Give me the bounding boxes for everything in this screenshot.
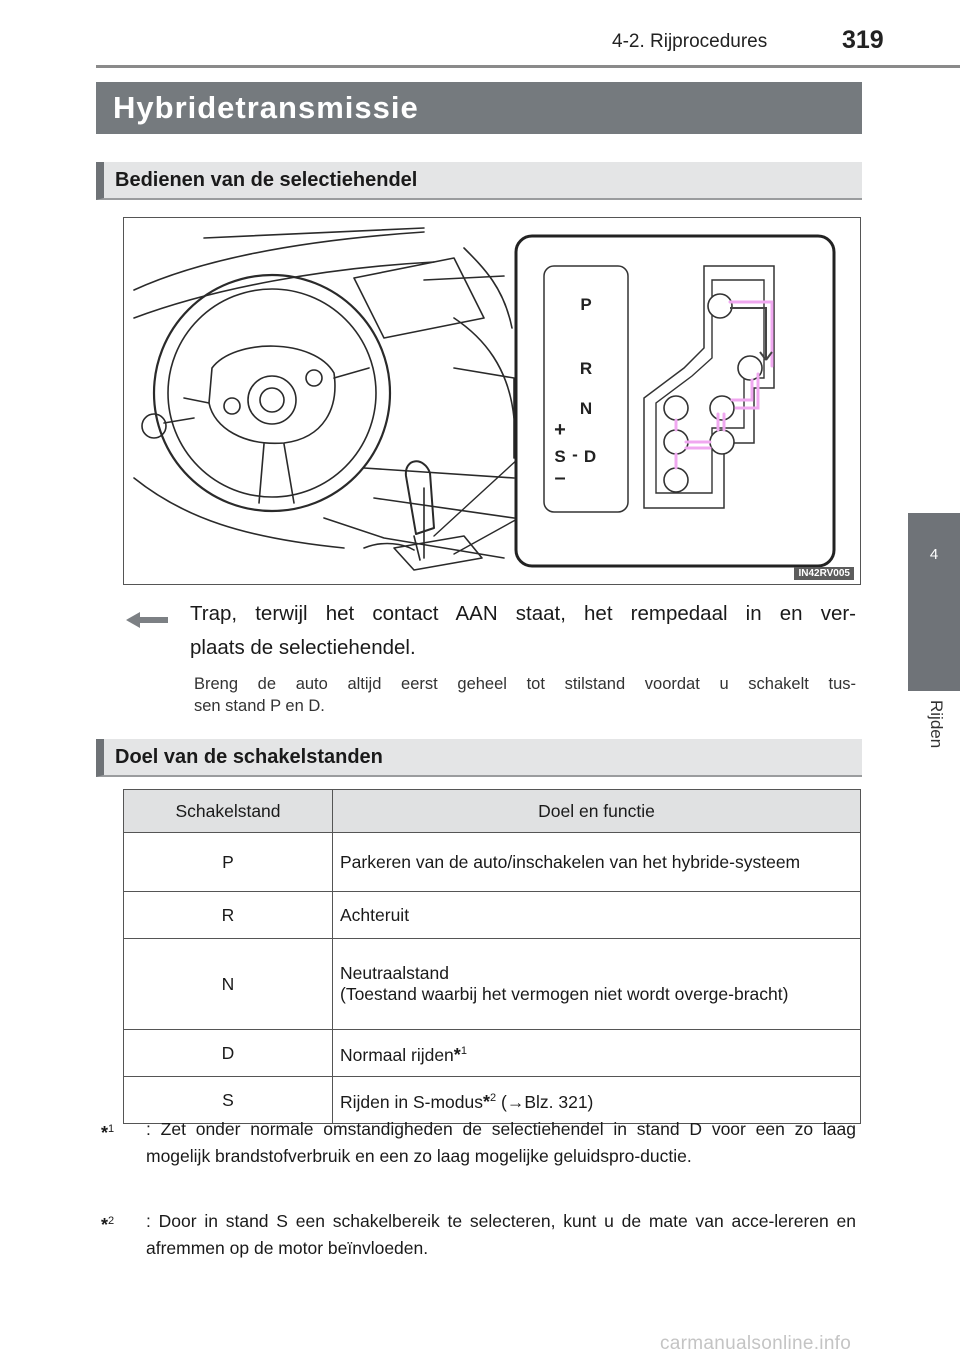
- shift-positions-table: [123, 789, 861, 1124]
- table-cell-purpose-text: Normaal rijden: [340, 1044, 454, 1065]
- footnote-ref: 1: [460, 1044, 467, 1057]
- chapter-label: [908, 700, 960, 800]
- shift-lever-illustration: [123, 217, 861, 585]
- header-rule: [96, 65, 960, 68]
- gate-label-plus: +: [554, 419, 566, 441]
- gate-label-p: P: [580, 295, 592, 314]
- watermark: carmanualsonline.info: [660, 1333, 852, 1354]
- instruction-note-line-1: Breng de auto altijd eerst geheel tot stilstand voordat u schakelt tus-: [194, 675, 856, 693]
- table-cell-purpose: Parkeren van de auto/inschakelen van het hybride-systeem: [333, 833, 861, 892]
- instruction-arrow-icon: [126, 610, 168, 635]
- footnote-star: *: [453, 1044, 461, 1065]
- table-header-purpose: Doel en functie: [333, 790, 861, 833]
- footnote-mark: *$^1$: [101, 1122, 115, 1143]
- footnote-1: [101, 1116, 856, 1198]
- section-heading-positions: Doel van de schakelstanden: [96, 739, 862, 777]
- running-header-section: 4-2. Rijprocedures: [612, 31, 768, 52]
- instruction-note-line-2: sen stand P en D.: [194, 697, 325, 715]
- chapter-number: 4: [929, 546, 939, 563]
- table-cell-purpose: [333, 1030, 861, 1077]
- instruction-line-2: plaats de selectiehendel.: [190, 636, 416, 659]
- instruction-text: [190, 597, 856, 665]
- footnote-mark: *$^2$: [101, 1214, 115, 1235]
- footnote-star: *: [482, 1091, 490, 1112]
- table-header-row: [124, 790, 861, 833]
- illustration-drawing: [124, 218, 860, 584]
- section-heading-operation: Bedienen van de selectiehendel: [96, 162, 862, 200]
- footnote-text: : Zet onder normale omstandigheden de selectiehendel in stand D voor een zo laag mogelijk brandstofverbruik en een zo laag mogelijke geluidspro-ductie.: [146, 1119, 856, 1166]
- instruction-line-1: Trap, terwijl het contact AAN staat, het rempedaal in en ver-: [190, 602, 856, 625]
- table-row: [124, 892, 861, 939]
- table-cell-purpose-text: Rijden in S-modus: [340, 1091, 483, 1112]
- page-title: Hybridetransmissie: [96, 82, 862, 134]
- table-cell-purpose-line-1: Neutraalstand: [340, 963, 449, 983]
- gate-label-dash: -: [572, 445, 578, 464]
- instruction-note: [194, 673, 856, 717]
- table-cell-position: P: [124, 833, 333, 892]
- table-cell-position: S: [124, 1077, 333, 1124]
- figure-code: IN42RV005: [794, 567, 854, 580]
- table-cell-position: R: [124, 892, 333, 939]
- footnote-text: : Door in stand S een schakelbereik te selecteren, kunt u de mate van acce-lereren en afremmen op de motor beïnvloeden.: [146, 1211, 856, 1258]
- table-row: [124, 939, 861, 1030]
- footnote-2: [101, 1208, 856, 1264]
- table-cell-purpose: Achteruit: [333, 892, 861, 939]
- gate-label-s: S: [554, 447, 566, 466]
- table-cell-position: D: [124, 1030, 333, 1077]
- table-cell-position: N: [124, 939, 333, 1030]
- table-cell-purpose: [333, 939, 861, 1030]
- table-header-position: Schakelstand: [124, 790, 333, 833]
- gate-label-d: D: [583, 447, 597, 466]
- footnote-number: 1: [108, 1123, 115, 1135]
- table-row: [124, 1030, 861, 1077]
- chapter-label-text: Rijden: [927, 700, 946, 749]
- gate-label-r: R: [579, 359, 593, 378]
- chapter-tab: [908, 513, 960, 691]
- footnote-ref: 2: [490, 1091, 497, 1104]
- gate-label-n: N: [579, 399, 593, 418]
- table-row: [124, 833, 861, 892]
- gate-label-minus: –: [554, 467, 566, 489]
- footnote-number: 2: [108, 1215, 115, 1227]
- page-reference-link[interactable]: (→Blz. 321): [501, 1091, 594, 1112]
- table-cell-purpose-line-2: (Toestand waarbij het vermogen niet wordt overge-bracht): [340, 984, 789, 1004]
- page-number: 319: [842, 26, 884, 54]
